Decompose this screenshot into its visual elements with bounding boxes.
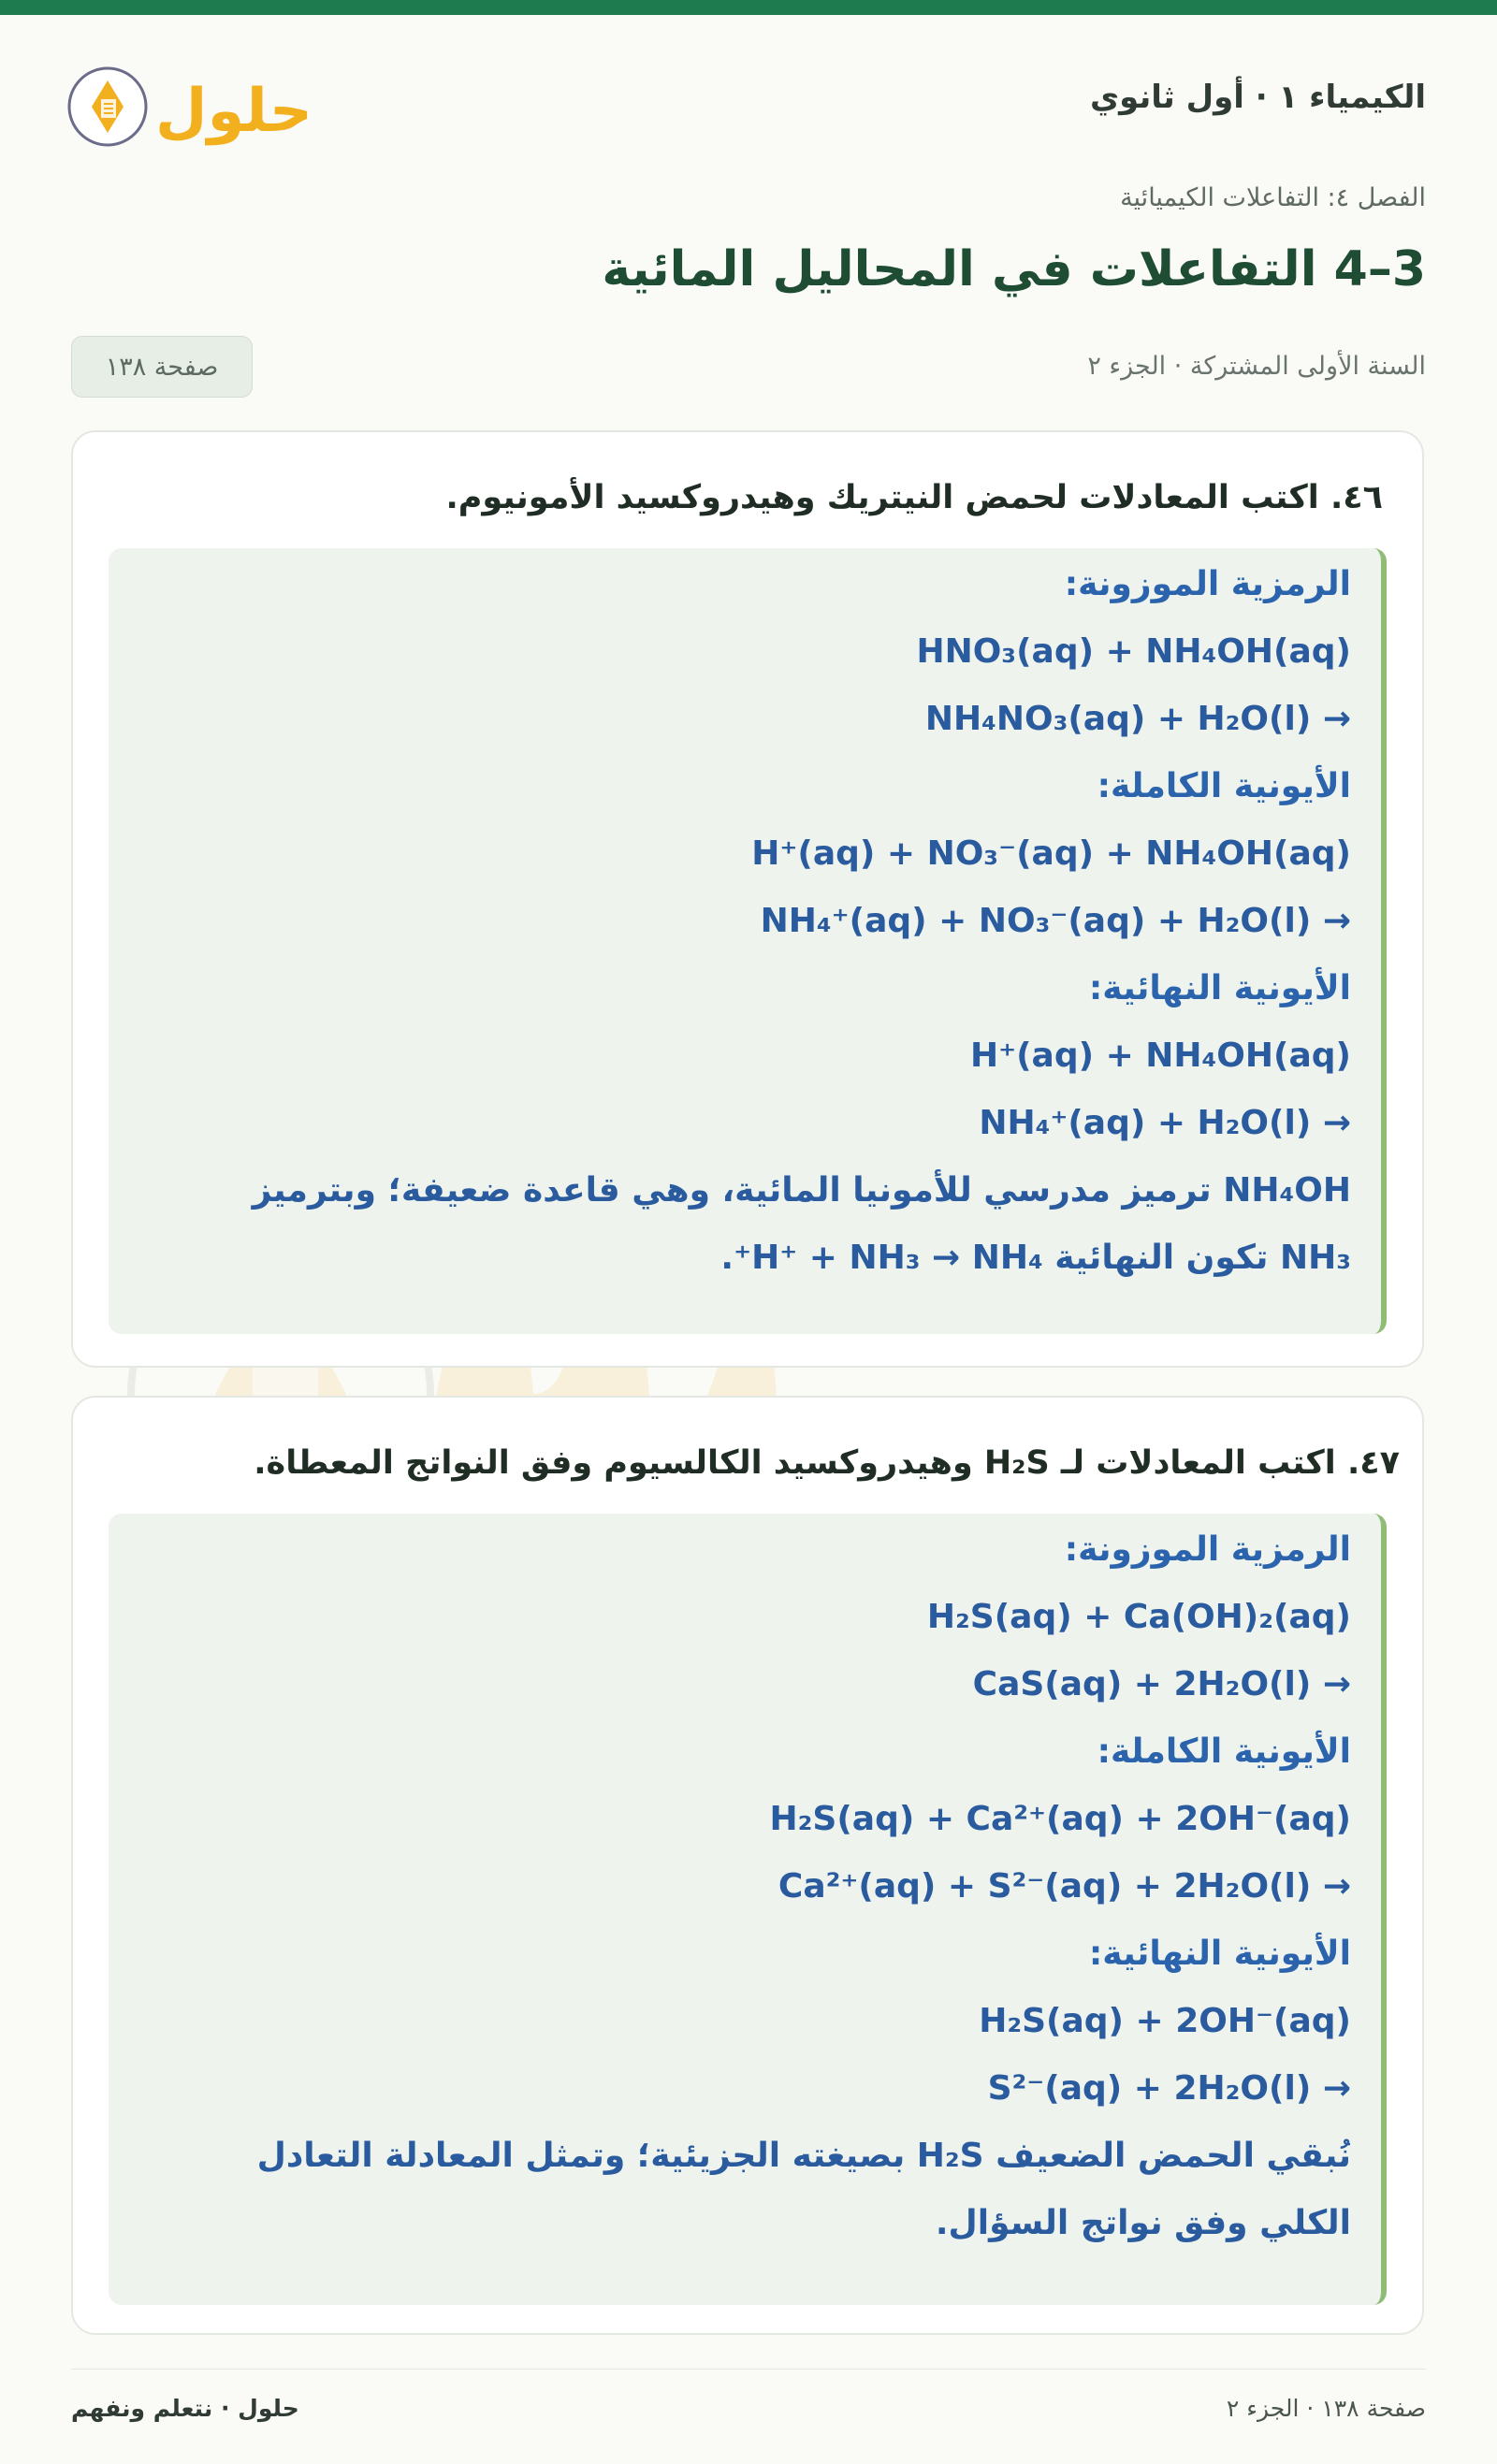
answer-line: الرمزية الموزونة: xyxy=(1064,565,1351,603)
answer-note-line: NH₃ تكون النهائية H⁺ + NH₃ → NH₄⁺. xyxy=(720,1239,1351,1277)
answer-line: H₂S(aq) + 2OH⁻(aq) xyxy=(979,2002,1351,2040)
answer-line: H⁺(aq) + NH₄OH(aq) xyxy=(969,1036,1351,1075)
hulul-logo[interactable] xyxy=(67,47,315,159)
footer-divider xyxy=(71,2369,1426,2370)
answer-line: H₂S(aq) + Ca(OH)₂(aq) xyxy=(926,1598,1351,1636)
top-accent-bar xyxy=(0,0,1497,15)
question-card-46 xyxy=(71,430,1424,1368)
answer-box xyxy=(109,1514,1387,2305)
answer-line: الأيونية النهائية: xyxy=(1088,1935,1351,1973)
page-number-badge: صفحة ١٣٨ xyxy=(71,336,253,398)
answer-line: الأيونية الكاملة: xyxy=(1097,767,1351,805)
year-label: السنة الأولى المشتركة · الجزء ٢ xyxy=(1087,352,1426,381)
logo-text: حلول xyxy=(155,77,312,146)
answer-line: → CaS(aq) + 2H₂O(l) xyxy=(972,1665,1351,1703)
footer-page-info: صفحة ١٣٨ · الجزء ٢ xyxy=(1226,2395,1426,2422)
answer-line: → NH₄⁺(aq) + H₂O(l) xyxy=(979,1104,1351,1142)
question-title: ٤٧. اكتب المعادلات لـ H₂S وهيدروكسيد الكالسيوم وفق النواتج المعطاة. xyxy=(254,1444,1400,1482)
footer-brand: حلول · نتعلم ونفهم xyxy=(71,2395,299,2422)
answer-line: H⁺(aq) + NO₃⁻(aq) + NH₄OH(aq) xyxy=(751,834,1351,873)
answer-line: الأيونية النهائية: xyxy=(1088,969,1351,1007)
subject-label: الكيمياء ١ · أول ثانوي xyxy=(1090,79,1426,116)
answer-line: → S²⁻(aq) + 2H₂O(l) xyxy=(987,2069,1351,2108)
answer-line: الأيونية الكاملة: xyxy=(1097,1732,1351,1771)
answer-line: → NH₄⁺(aq) + NO₃⁻(aq) + H₂O(l) xyxy=(760,902,1351,940)
answer-note-line: نُبقي الحمض الضعيف H₂S بصيغته الجزيئية؛ وتمثل المعادلة التعادل xyxy=(256,2137,1351,2175)
answer-note-line: الكلي وفق نواتج السؤال. xyxy=(935,2204,1351,2242)
answer-note-line: NH₄OH ترميز مدرسي للأمونيا المائية، وهي قاعدة ضعيفة؛ وبترميز xyxy=(252,1171,1351,1210)
answer-line: HNO₃(aq) + NH₄OH(aq) xyxy=(916,632,1351,671)
question-card-47 xyxy=(71,1396,1424,2335)
answer-line: H₂S(aq) + Ca²⁺(aq) + 2OH⁻(aq) xyxy=(769,1800,1351,1838)
answer-line: → Ca²⁺(aq) + S²⁻(aq) + 2H₂O(l) xyxy=(778,1867,1351,1906)
answer-line: → NH₄NO₃(aq) + H₂O(l) xyxy=(924,700,1351,738)
chapter-label: الفصل ٤: التفاعلات الكيميائية xyxy=(1120,183,1426,212)
page-title: 3–4 التفاعلات في المحاليل المائية xyxy=(602,241,1426,297)
answer-box xyxy=(109,548,1387,1334)
answer-line: الرمزية الموزونة: xyxy=(1064,1530,1351,1569)
question-title: ٤٦. اكتب المعادلات لحمض النيتريك وهيدروكسيد الأمونيوم. xyxy=(445,479,1383,516)
